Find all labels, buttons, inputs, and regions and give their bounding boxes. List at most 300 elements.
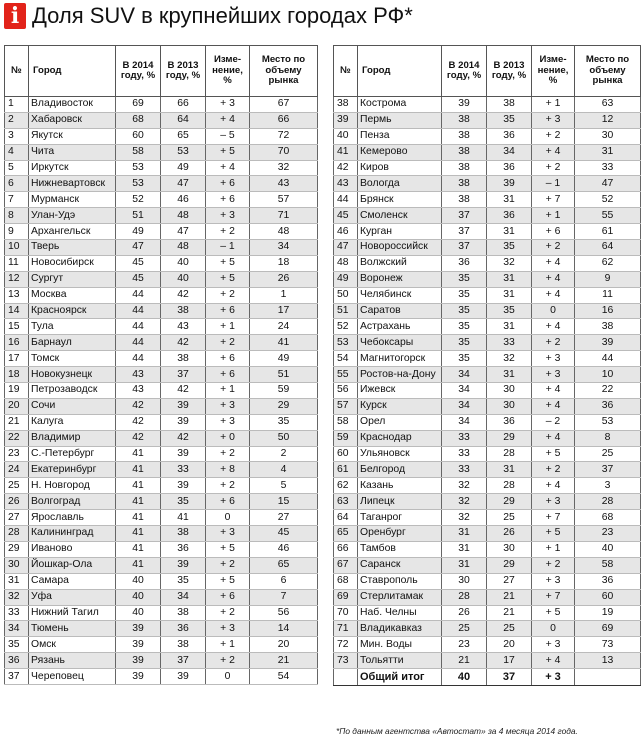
city-name: Н. Новгород	[29, 478, 116, 494]
share-2014: 52	[116, 192, 161, 208]
share-2013: 46	[161, 192, 206, 208]
table-row	[334, 510, 641, 526]
share-2013: 35	[161, 573, 206, 589]
city-name: Вологда	[358, 176, 442, 192]
row-number: 41	[334, 144, 358, 160]
row-number: 7	[5, 192, 29, 208]
share-2014: 41	[116, 462, 161, 478]
row-number: 62	[334, 478, 358, 494]
share-2013: 38	[161, 637, 206, 653]
city-name: Липецк	[358, 494, 442, 510]
share-2013: 39	[161, 398, 206, 414]
share-2014: 44	[116, 351, 161, 367]
city-name: Новосибирск	[29, 255, 116, 271]
change: 0	[532, 303, 575, 319]
change: 0	[206, 510, 250, 526]
share-2013: 41	[161, 510, 206, 526]
market-place: 15	[250, 494, 318, 510]
market-place: 72	[250, 128, 318, 144]
table-row	[5, 446, 318, 462]
share-2013: 27	[487, 573, 532, 589]
share-2013: 29	[487, 430, 532, 446]
change: + 6	[206, 351, 250, 367]
share-2013: 36	[161, 541, 206, 557]
share-2014: 43	[116, 367, 161, 383]
change: + 4	[206, 112, 250, 128]
market-place: 45	[250, 526, 318, 542]
market-place: 58	[575, 557, 641, 573]
city-name: Тверь	[29, 240, 116, 256]
table-row	[334, 351, 641, 367]
share-2014: 68	[116, 112, 161, 128]
row-number: 26	[5, 494, 29, 510]
table-row	[334, 208, 641, 224]
share-2013: 36	[487, 160, 532, 176]
row-number: 18	[5, 367, 29, 383]
city-name: Смоленск	[358, 208, 442, 224]
change: + 6	[206, 367, 250, 383]
share-2014: 45	[116, 255, 161, 271]
market-place: 67	[250, 97, 318, 113]
share-2013: 66	[161, 97, 206, 113]
share-2013: 53	[161, 144, 206, 160]
city-name: Саранск	[358, 557, 442, 573]
market-place: 53	[575, 414, 641, 430]
market-place: 66	[250, 112, 318, 128]
table-row	[5, 605, 318, 621]
share-2013: 31	[487, 224, 532, 240]
share-2013: 34	[161, 589, 206, 605]
city-name: Владивосток	[29, 97, 116, 113]
share-2014: 34	[442, 383, 487, 399]
table-row	[5, 653, 318, 669]
share-2013: 36	[487, 128, 532, 144]
share-2014: 26	[442, 605, 487, 621]
row-number: 52	[334, 319, 358, 335]
share-2014: 42	[116, 398, 161, 414]
share-2013: 21	[487, 589, 532, 605]
share-2014: 33	[442, 446, 487, 462]
share-2014: 38	[442, 176, 487, 192]
row-number: 10	[5, 240, 29, 256]
share-2014: 21	[442, 653, 487, 669]
city-name: Ставрополь	[358, 573, 442, 589]
table-row	[334, 383, 641, 399]
change: – 1	[532, 176, 575, 192]
row-number: 57	[334, 398, 358, 414]
city-name: Курск	[358, 398, 442, 414]
city-name: Москва	[29, 287, 116, 303]
table-row	[334, 589, 641, 605]
change: + 1	[532, 541, 575, 557]
change: + 7	[532, 510, 575, 526]
suv-share-table-left	[4, 45, 318, 685]
share-2014: 31	[442, 557, 487, 573]
city-name: Тамбов	[358, 541, 442, 557]
market-place: 16	[575, 303, 641, 319]
share-2014: 34	[442, 414, 487, 430]
table-row	[334, 128, 641, 144]
share-2013: 38	[161, 605, 206, 621]
share-2014: 51	[116, 208, 161, 224]
city-name: Чебоксары	[358, 335, 442, 351]
share-2013: 43	[161, 319, 206, 335]
share-2014: 41	[116, 510, 161, 526]
share-2014: 42	[116, 430, 161, 446]
change: + 2	[206, 478, 250, 494]
share-2014: 31	[442, 541, 487, 557]
city-name: Йошкар-Ола	[29, 557, 116, 573]
change: + 5	[206, 541, 250, 557]
row-number: 12	[5, 271, 29, 287]
share-2014: 39	[116, 653, 161, 669]
market-place: 28	[575, 494, 641, 510]
city-name: Иваново	[29, 541, 116, 557]
market-place: 7	[250, 589, 318, 605]
market-place: 8	[575, 430, 641, 446]
row-number: 59	[334, 430, 358, 446]
table-row	[5, 144, 318, 160]
change: + 4	[206, 160, 250, 176]
row-number: 16	[5, 335, 29, 351]
change: + 3	[206, 398, 250, 414]
table-row	[334, 653, 641, 669]
table-row	[5, 319, 318, 335]
market-place: 9	[575, 271, 641, 287]
city-name: Улан-Удэ	[29, 208, 116, 224]
row-number: 58	[334, 414, 358, 430]
col-header-change: Изме-нение, %	[532, 46, 575, 97]
share-2014: 42	[116, 414, 161, 430]
share-2014: 49	[116, 224, 161, 240]
change: + 4	[532, 653, 575, 669]
share-2013: 31	[487, 367, 532, 383]
row-number: 42	[334, 160, 358, 176]
change: + 3	[532, 367, 575, 383]
share-2014: 25	[442, 621, 487, 637]
city-name: Уфа	[29, 589, 116, 605]
market-place: 14	[250, 621, 318, 637]
row-number: 45	[334, 208, 358, 224]
share-2013: 25	[487, 621, 532, 637]
change: + 6	[206, 494, 250, 510]
share-2014: 32	[442, 494, 487, 510]
table-row	[5, 526, 318, 542]
share-2013: 38	[161, 351, 206, 367]
city-name: Хабаровск	[29, 112, 116, 128]
share-2013: 17	[487, 653, 532, 669]
share-2014: 38	[442, 128, 487, 144]
share-2014: 43	[116, 383, 161, 399]
table-row	[334, 494, 641, 510]
col-header-2013: В 2013 году, %	[487, 46, 532, 97]
row-number: 3	[5, 128, 29, 144]
share-2013: 39	[161, 669, 206, 685]
city-name: Магнитогорск	[358, 351, 442, 367]
table-row	[334, 176, 641, 192]
change: + 4	[532, 287, 575, 303]
market-place: 69	[575, 621, 641, 637]
share-2013: 36	[487, 208, 532, 224]
share-2013: 31	[487, 271, 532, 287]
change: + 2	[532, 462, 575, 478]
change: – 5	[206, 128, 250, 144]
city-name: Мин. Воды	[358, 637, 442, 653]
market-place: 4	[250, 462, 318, 478]
change: + 3	[206, 414, 250, 430]
share-2013: 42	[161, 383, 206, 399]
share-2013: 38	[161, 526, 206, 542]
share-2014: 36	[442, 255, 487, 271]
change: + 5	[206, 573, 250, 589]
row-number: 22	[5, 430, 29, 446]
table-header-row	[334, 46, 641, 97]
row-number: 47	[334, 240, 358, 256]
table-row	[5, 573, 318, 589]
row-number: 29	[5, 541, 29, 557]
share-2013: 36	[161, 621, 206, 637]
market-place: 36	[575, 573, 641, 589]
share-2013: 32	[487, 255, 532, 271]
share-2014: 44	[116, 303, 161, 319]
market-place: 1	[250, 287, 318, 303]
table-row	[5, 208, 318, 224]
share-2014: 39	[116, 621, 161, 637]
share-2013: 65	[161, 128, 206, 144]
table-row	[334, 637, 641, 653]
total-row	[334, 669, 641, 686]
table-row	[5, 160, 318, 176]
city-name: Сочи	[29, 398, 116, 414]
table-row	[334, 478, 641, 494]
table-row	[5, 478, 318, 494]
table-row	[5, 430, 318, 446]
change: + 1	[206, 383, 250, 399]
market-place: 41	[250, 335, 318, 351]
share-2014: 60	[116, 128, 161, 144]
table-row	[334, 462, 641, 478]
market-place: 52	[575, 192, 641, 208]
table-row	[5, 112, 318, 128]
city-name: Чита	[29, 144, 116, 160]
change: + 5	[532, 446, 575, 462]
row-number: 55	[334, 367, 358, 383]
market-place: 61	[575, 224, 641, 240]
city-name: Сургут	[29, 271, 116, 287]
table-row	[334, 430, 641, 446]
change: + 5	[532, 605, 575, 621]
share-2014: 30	[442, 573, 487, 589]
share-2014: 35	[442, 319, 487, 335]
row-number: 43	[334, 176, 358, 192]
table-row	[5, 510, 318, 526]
table-row	[334, 192, 641, 208]
row-number: 34	[5, 621, 29, 637]
change: + 2	[532, 160, 575, 176]
city-name: Тольятти	[358, 653, 442, 669]
share-2013: 20	[487, 637, 532, 653]
row-number: 6	[5, 176, 29, 192]
change: + 2	[206, 605, 250, 621]
market-place: 49	[250, 351, 318, 367]
city-name: Новороссийск	[358, 240, 442, 256]
market-place: 46	[250, 541, 318, 557]
col-header-city: Город	[29, 46, 116, 97]
city-name: Челябинск	[358, 287, 442, 303]
total-2013: 37	[487, 669, 532, 686]
col-header-change: Изме-нение, %	[206, 46, 250, 97]
change: 0	[206, 669, 250, 685]
city-name: Томск	[29, 351, 116, 367]
col-header-number: №	[5, 46, 29, 97]
row-number: 37	[5, 669, 29, 685]
share-2014: 37	[442, 208, 487, 224]
share-2013: 30	[487, 398, 532, 414]
col-header-number: №	[334, 46, 358, 97]
share-2013: 32	[487, 351, 532, 367]
table-row	[5, 335, 318, 351]
row-number: 65	[334, 526, 358, 542]
share-2014: 40	[116, 589, 161, 605]
share-2013: 40	[161, 271, 206, 287]
city-name: Воронеж	[358, 271, 442, 287]
share-2014: 28	[442, 589, 487, 605]
table-row	[5, 589, 318, 605]
row-number: 1	[5, 97, 29, 113]
row-number: 50	[334, 287, 358, 303]
row-number: 60	[334, 446, 358, 462]
market-place: 60	[575, 589, 641, 605]
city-name: Казань	[358, 478, 442, 494]
share-2014: 40	[116, 573, 161, 589]
share-2014: 41	[116, 541, 161, 557]
change: + 2	[532, 128, 575, 144]
city-name: Мурманск	[29, 192, 116, 208]
market-place: 20	[250, 637, 318, 653]
share-2013: 35	[487, 303, 532, 319]
change: + 5	[206, 144, 250, 160]
change: + 5	[206, 255, 250, 271]
col-header-place: Место по объему рынка	[575, 46, 641, 97]
change: + 2	[532, 240, 575, 256]
table-row	[334, 414, 641, 430]
table-row	[5, 462, 318, 478]
market-place: 65	[250, 557, 318, 573]
share-2014: 39	[442, 97, 487, 113]
change: + 6	[206, 192, 250, 208]
share-2013: 31	[487, 287, 532, 303]
table-row	[334, 605, 641, 621]
change: + 6	[206, 176, 250, 192]
row-number: 68	[334, 573, 358, 589]
share-2014: 40	[116, 605, 161, 621]
table-row	[5, 494, 318, 510]
share-2013: 31	[487, 462, 532, 478]
city-name: Ульяновск	[358, 446, 442, 462]
share-2013: 35	[487, 240, 532, 256]
city-name: Калининград	[29, 526, 116, 542]
share-2014: 37	[442, 240, 487, 256]
table-row	[5, 669, 318, 685]
row-number: 67	[334, 557, 358, 573]
change: + 5	[532, 526, 575, 542]
table-row	[334, 97, 641, 113]
city-name: Петрозаводск	[29, 383, 116, 399]
market-place: 57	[250, 192, 318, 208]
share-2014: 35	[442, 287, 487, 303]
share-2014: 53	[116, 176, 161, 192]
share-2013: 42	[161, 430, 206, 446]
row-number: 44	[334, 192, 358, 208]
share-2014: 33	[442, 462, 487, 478]
share-2013: 39	[161, 414, 206, 430]
row-number: 36	[5, 653, 29, 669]
table-row	[5, 192, 318, 208]
header	[4, 2, 413, 30]
city-name: Волжский	[358, 255, 442, 271]
row-number: 31	[5, 573, 29, 589]
city-name: Тюмень	[29, 621, 116, 637]
share-2013: 29	[487, 494, 532, 510]
market-place: 12	[575, 112, 641, 128]
row-number: 32	[5, 589, 29, 605]
share-2013: 31	[487, 192, 532, 208]
change: + 1	[206, 319, 250, 335]
change: + 2	[206, 287, 250, 303]
total-place	[575, 669, 641, 686]
share-2014: 39	[116, 669, 161, 685]
city-name: Ярославль	[29, 510, 116, 526]
row-number: 25	[5, 478, 29, 494]
row-number: 13	[5, 287, 29, 303]
row-number: 15	[5, 319, 29, 335]
change: + 3	[206, 526, 250, 542]
share-2013: 28	[487, 478, 532, 494]
table-row	[5, 637, 318, 653]
city-name: Самара	[29, 573, 116, 589]
market-place: 24	[250, 319, 318, 335]
market-place: 17	[250, 303, 318, 319]
change: + 4	[532, 398, 575, 414]
city-name: Астрахань	[358, 319, 442, 335]
row-number: 38	[334, 97, 358, 113]
change: + 5	[206, 271, 250, 287]
suv-share-table-right	[333, 45, 641, 686]
change: + 1	[532, 97, 575, 113]
change: + 6	[532, 224, 575, 240]
market-place: 47	[575, 176, 641, 192]
table-row	[334, 112, 641, 128]
share-2014: 32	[442, 510, 487, 526]
share-2013: 33	[487, 335, 532, 351]
share-2013: 48	[161, 240, 206, 256]
city-name: Иркутск	[29, 160, 116, 176]
table-row	[334, 287, 641, 303]
city-name: Владикавказ	[358, 621, 442, 637]
table-row	[5, 97, 318, 113]
change: + 2	[206, 446, 250, 462]
row-number: 4	[5, 144, 29, 160]
market-place: 62	[575, 255, 641, 271]
share-2014: 58	[116, 144, 161, 160]
change: + 4	[532, 478, 575, 494]
market-place: 3	[575, 478, 641, 494]
table-row	[5, 621, 318, 637]
change: + 3	[532, 112, 575, 128]
share-2013: 33	[161, 462, 206, 478]
table-row	[334, 271, 641, 287]
city-name: Саратов	[358, 303, 442, 319]
